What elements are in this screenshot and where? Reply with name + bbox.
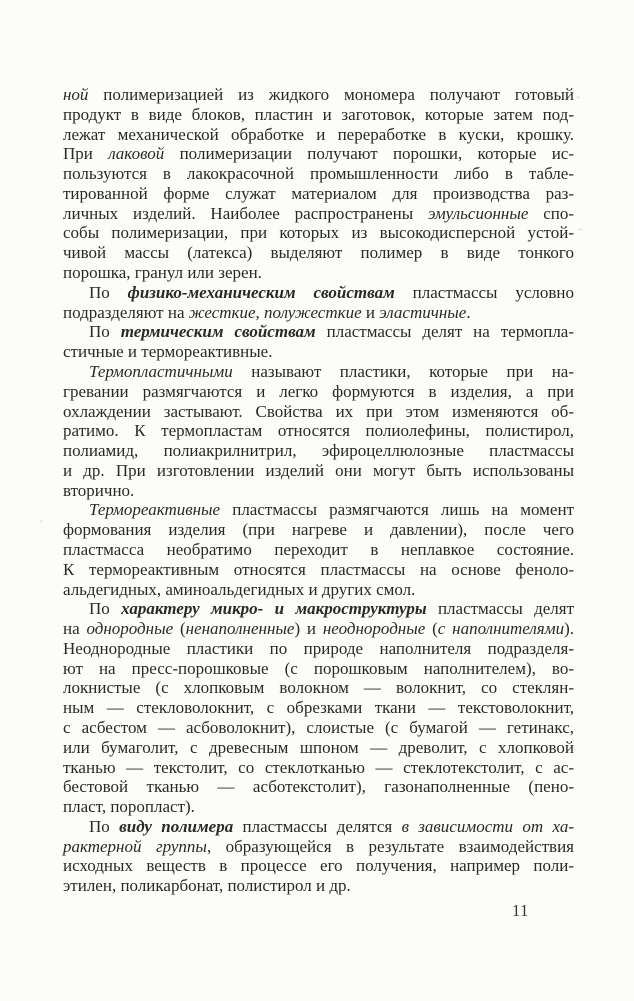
text-line [63, 105, 574, 125]
text-run: ( [425, 619, 438, 639]
text-line [63, 758, 574, 778]
text-run: спо- [528, 203, 574, 223]
text-run: тканью — текстолит, со стеклотканью — стеклотекстолит, с ас- [63, 757, 574, 777]
text-run: полимеризацией из жидкого мономера получают готовый [88, 85, 574, 104]
text-run: альдегидных, аминоальдегидных и других смол. [63, 579, 416, 599]
text-run: , образующейся в результате взаимодействия [206, 836, 575, 856]
text-run: подразделяют на [63, 302, 189, 322]
scan-speck [576, 96, 580, 99]
text-line [63, 520, 574, 540]
scan-speck [578, 228, 583, 231]
text-run: ют на пресс-порошковые (с порошковым наполнителем), во- [63, 658, 574, 678]
text-line [63, 817, 574, 837]
text-run: эмульсионные [427, 203, 529, 223]
text-run: называют пластики, которые при на- [232, 361, 574, 381]
text-run: характеру микро- и макроструктуры [121, 599, 427, 619]
text-run: собы полимеризации, при которых из высокодисперсной устой- [63, 223, 574, 243]
text-run: пластмассы делят на термопла- [315, 322, 575, 342]
text-line [63, 243, 574, 263]
text-run: вторично. [63, 480, 135, 500]
text-run: ненаполненные [185, 619, 295, 639]
text-line [63, 184, 574, 204]
text-run: порошка, гранул или зерен. [63, 263, 262, 283]
text-run: с наполнителями [437, 619, 565, 639]
text-run: Неоднородные пластики по природе наполнителя подразделя- [63, 638, 574, 658]
text-run: По [89, 322, 121, 342]
text-block [63, 85, 574, 896]
text-run: чивой массы (латекса) выделяют полимер в виде тонкого [63, 243, 574, 263]
text-line [63, 876, 574, 896]
text-run: ной [63, 85, 89, 104]
text-line [63, 382, 574, 402]
text-run: . [466, 302, 471, 322]
text-run: Термопластичными [89, 361, 233, 381]
text-run: и [361, 302, 380, 322]
text-run: гревании размягчаются и легко формуются в изделия, а при [63, 381, 574, 401]
text-run: рактерной группы [63, 836, 207, 856]
text-line [63, 461, 574, 481]
text-line [63, 322, 574, 342]
text-line [63, 777, 574, 797]
text-run: пластмассы делят [426, 599, 575, 619]
text-line [63, 580, 574, 600]
text-line [63, 223, 574, 243]
text-run: жесткие [188, 302, 256, 322]
text-run: По [89, 599, 122, 619]
text-run: стичные и термореактивные. [63, 342, 273, 362]
text-line [63, 481, 574, 501]
text-run: или бумаголит, с древесным шпоном — древолит, с хлопковой [63, 737, 574, 757]
text-run: ) и [294, 619, 323, 639]
text-run: ). [564, 619, 574, 639]
text-run: на [63, 619, 87, 639]
text-line [63, 659, 574, 679]
text-run: Термореактивные [89, 500, 221, 520]
text-line [63, 500, 574, 520]
text-run: физико-механическим свойствам [127, 282, 395, 302]
page-number: 11 [512, 901, 529, 920]
text-line [63, 856, 574, 876]
text-line [63, 283, 574, 303]
text-line [63, 144, 574, 164]
text-run: полиамид, полиакрилнитрил, эфироцеллюлозные пластмассы [63, 441, 574, 461]
text-line [63, 441, 574, 461]
text-run: ратимо. К термопластам относятся полиолефины, полистирол, [63, 421, 574, 441]
text-run: формования изделия (при нагреве и давлении), после чего [63, 520, 574, 540]
text-run: в зависимости от ха- [401, 816, 574, 836]
text-line [63, 85, 574, 105]
text-run: однородные [86, 619, 174, 639]
text-run: неоднородные [322, 619, 426, 639]
text-run: пластмассы размягчаются лишь на момент [220, 500, 574, 520]
text-run: термическим свойствам [120, 322, 316, 342]
text-line [63, 402, 574, 422]
text-run: пластмасса необратимо переходит в неплавкое состояние. [63, 539, 574, 559]
text-line [63, 738, 574, 758]
text-line [63, 599, 574, 619]
text-run: К термореактивным относятся пластмассы на основе феноло- [63, 559, 574, 579]
text-line [63, 125, 574, 145]
text-line [63, 540, 574, 560]
text-run: пользуются в лакокрасочной промышленности либо в табле- [63, 164, 574, 184]
text-run: пластмассы делятся [233, 816, 402, 836]
text-line [63, 797, 574, 817]
text-run: эластичные [379, 302, 467, 322]
text-run: локнистые (с хлопковым волокном — волокнит, со стеклян- [63, 678, 574, 698]
text-line [63, 718, 574, 738]
text-run: бестовой тканью — асботекстолит), газонаполненные (пено- [63, 777, 574, 797]
text-run: продукт в виде блоков, пластин и заготовок, которые затем под- [63, 104, 574, 124]
text-line [63, 837, 574, 857]
text-run: полужесткие [264, 302, 362, 322]
text-run: этилен, поликарбонат, полистирол и др. [63, 876, 351, 896]
text-run: ным — стекловолокнит, с обрезками ткани — текстоволокнит, [63, 698, 574, 718]
text-run: По [89, 282, 128, 302]
text-line [63, 204, 574, 224]
text-run: , [255, 302, 264, 322]
text-line [63, 303, 574, 323]
text-run: исходных веществ в процессе его получения, например поли- [63, 856, 574, 876]
text-run: лежат механической обработке и переработке в куски, крошку. [63, 124, 574, 144]
text-run: личных изделий. Наиболее распространены [63, 203, 428, 223]
text-line [63, 421, 574, 441]
text-line [63, 619, 574, 639]
text-line [63, 560, 574, 580]
text-line [63, 639, 574, 659]
text-run: пласт, поропласт). [63, 797, 195, 817]
text-line [63, 678, 574, 698]
text-line [63, 342, 574, 362]
text-run: пластмассы условно [394, 282, 574, 302]
text-line [63, 263, 574, 283]
text-run: ( [173, 619, 186, 639]
text-run: виду полимера [119, 816, 234, 836]
text-run: с асбестом — асбоволокнит), слоистые (с бумагой — гетинакс, [63, 718, 574, 737]
text-run: тированной форме служат материалом для производства раз- [63, 183, 574, 203]
text-run: полимеризации получают порошки, которые ис- [164, 144, 575, 164]
text-line [63, 164, 574, 184]
scan-speck [40, 520, 43, 523]
text-run: охлаждении застывают. Свойства их при этом изменяются об- [63, 401, 574, 421]
text-run: При [63, 144, 109, 164]
text-run: и др. При изготовлении изделий они могут быть использованы [63, 460, 574, 480]
text-run: лаковой [108, 144, 165, 164]
text-run: По [89, 816, 120, 836]
text-line [63, 698, 574, 718]
text-line [63, 362, 574, 382]
